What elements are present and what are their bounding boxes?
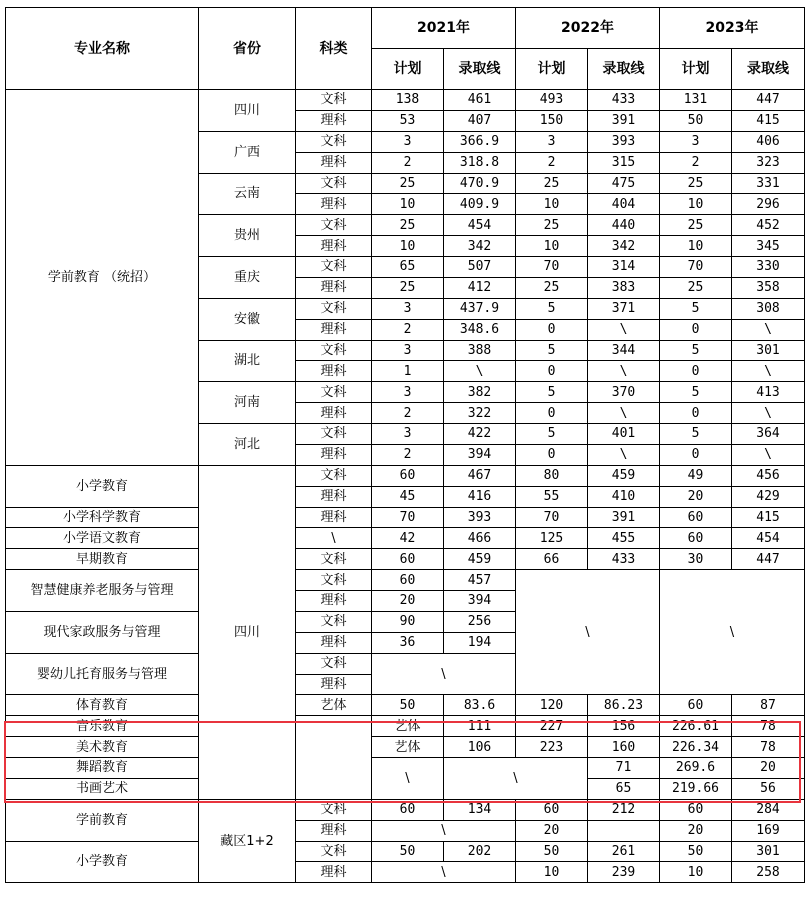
value-cell-slash: \ (660, 570, 805, 695)
value-cell: 429 (732, 486, 805, 507)
value-cell: 452 (732, 215, 805, 236)
value-cell-slash: \ (372, 862, 516, 883)
value-cell: 25 (660, 215, 732, 236)
value-cell: 394 (444, 444, 516, 465)
value-cell: 422 (444, 424, 516, 445)
category-cell: 文科 (296, 653, 372, 674)
value-cell: 50 (372, 841, 444, 862)
value-cell: 1 (372, 361, 444, 382)
value-cell: 5 (660, 340, 732, 361)
value-cell: 0 (660, 444, 732, 465)
value-cell: \ (588, 403, 660, 424)
value-cell: 131 (660, 90, 732, 111)
value-cell: 455 (588, 528, 660, 549)
value-cell: 25 (660, 173, 732, 194)
value-cell: 457 (444, 570, 516, 591)
category-cell: 理科 (296, 820, 372, 841)
value-cell: 30 (660, 549, 732, 570)
value-cell: 5 (516, 382, 588, 403)
value-cell: 370 (588, 382, 660, 403)
value-cell: 2 (372, 403, 444, 424)
value-cell: 25 (372, 277, 444, 298)
value-cell: 65 (588, 778, 660, 799)
value-cell: 42 (372, 528, 444, 549)
category-cell: 理科 (296, 236, 372, 257)
value-cell: 296 (732, 194, 805, 215)
value-cell: 342 (444, 236, 516, 257)
value-cell: 258 (732, 862, 805, 883)
value-cell: 25 (372, 215, 444, 236)
header-plan: 计划 (372, 49, 444, 90)
major-cell: 小学教育 (6, 841, 199, 883)
value-cell: 10 (372, 236, 444, 257)
category-cell: 艺体 (372, 737, 444, 758)
value-cell: 388 (444, 340, 516, 361)
province-cell: 广西 (199, 131, 296, 173)
value-cell: 3 (516, 131, 588, 152)
category-cell: 理科 (296, 277, 372, 298)
table-row (6, 799, 805, 820)
value-cell: 10 (516, 862, 588, 883)
value-cell: 194 (444, 632, 516, 653)
value-cell: 106 (444, 737, 516, 758)
value-cell: 65 (372, 257, 444, 278)
value-cell: 53 (372, 110, 444, 131)
province-cell: 四川 (199, 90, 296, 132)
value-cell: 345 (732, 236, 805, 257)
major-cell: 美术教育 (6, 737, 199, 758)
major-cell: 书画艺术 (6, 778, 199, 799)
value-cell: 138 (372, 90, 444, 111)
value-cell: 20 (516, 820, 588, 841)
value-cell: 437.9 (444, 298, 516, 319)
value-cell: 0 (660, 361, 732, 382)
value-cell: 454 (732, 528, 805, 549)
category-cell: 文科 (296, 298, 372, 319)
category-cell: 文科 (296, 215, 372, 236)
value-cell: 71 (588, 758, 660, 779)
value-cell: \ (444, 361, 516, 382)
value-cell: 2 (372, 444, 444, 465)
table-row (6, 716, 805, 737)
table-row (6, 507, 805, 528)
header-category: 科类 (296, 8, 372, 90)
value-cell: 470.9 (444, 173, 516, 194)
value-cell: 212 (588, 799, 660, 820)
value-cell: 331 (732, 173, 805, 194)
value-cell: 461 (444, 90, 516, 111)
category-cell: \ (296, 528, 372, 549)
table-row (6, 695, 805, 716)
value-cell: 36 (372, 632, 444, 653)
value-cell: 150 (516, 110, 588, 131)
value-cell: 0 (516, 444, 588, 465)
value-cell: 456 (732, 465, 805, 486)
value-cell: 5 (516, 298, 588, 319)
value-cell: 226.34 (660, 737, 732, 758)
value-cell: 433 (588, 549, 660, 570)
value-cell: 323 (732, 152, 805, 173)
value-cell: 60 (660, 507, 732, 528)
value-cell: 0 (660, 403, 732, 424)
value-cell: 60 (660, 695, 732, 716)
category-cell: 理科 (296, 361, 372, 382)
value-cell: 125 (516, 528, 588, 549)
value-cell: 314 (588, 257, 660, 278)
value-cell: 330 (732, 257, 805, 278)
value-cell: \ (588, 444, 660, 465)
value-cell: \ (588, 319, 660, 340)
value-cell: 440 (588, 215, 660, 236)
value-cell: \ (732, 403, 805, 424)
value-cell: 415 (732, 507, 805, 528)
major-cell: 体育教育 (6, 695, 199, 716)
value-cell: 344 (588, 340, 660, 361)
province-cell: 藏区1+2 (199, 799, 296, 883)
value-cell: 393 (444, 507, 516, 528)
value-cell: 475 (588, 173, 660, 194)
category-cell: 艺体 (372, 716, 444, 737)
value-cell-empty (588, 820, 660, 841)
category-cell: 文科 (296, 173, 372, 194)
value-cell: 415 (732, 110, 805, 131)
value-cell: 507 (444, 257, 516, 278)
value-cell: 60 (372, 549, 444, 570)
header-row-years (6, 8, 805, 49)
value-cell: \ (588, 361, 660, 382)
category-cell: 理科 (296, 862, 372, 883)
value-cell-slash: \ (372, 653, 516, 695)
category-cell: 理科 (296, 444, 372, 465)
value-cell: 5 (660, 298, 732, 319)
value-cell: 284 (732, 799, 805, 820)
value-cell: 406 (732, 131, 805, 152)
value-cell: 2 (372, 319, 444, 340)
value-cell: 70 (516, 507, 588, 528)
value-cell: 160 (588, 737, 660, 758)
table-row (6, 758, 805, 779)
value-cell: 226.61 (660, 716, 732, 737)
header-plan: 计划 (660, 49, 732, 90)
value-cell: 0 (516, 361, 588, 382)
major-cell: 智慧健康养老服务与管理 (6, 570, 199, 612)
value-cell: 70 (372, 507, 444, 528)
value-cell: 60 (372, 465, 444, 486)
value-cell: 0 (660, 319, 732, 340)
value-cell: 10 (660, 236, 732, 257)
value-cell: 366.9 (444, 131, 516, 152)
value-cell: 50 (660, 110, 732, 131)
value-cell: 261 (588, 841, 660, 862)
value-cell: 5 (660, 424, 732, 445)
value-cell: 156 (588, 716, 660, 737)
major-cell: 学前教育 （统招） (6, 90, 199, 466)
value-cell: 364 (732, 424, 805, 445)
major-cell: 婴幼儿托育服务与管理 (6, 653, 199, 695)
value-cell: 3 (372, 298, 444, 319)
value-cell: 358 (732, 277, 805, 298)
value-cell: 83.6 (444, 695, 516, 716)
value-cell: 3 (660, 131, 732, 152)
value-cell: 454 (444, 215, 516, 236)
value-cell: 467 (444, 465, 516, 486)
category-cell: 理科 (296, 632, 372, 653)
value-cell: 433 (588, 90, 660, 111)
major-cell: 早期教育 (6, 549, 199, 570)
value-cell: 60 (372, 799, 444, 820)
value-cell: 55 (516, 486, 588, 507)
value-cell: 10 (660, 194, 732, 215)
header-plan: 计划 (516, 49, 588, 90)
value-cell: 308 (732, 298, 805, 319)
value-cell: 50 (660, 841, 732, 862)
province-cell: 云南 (199, 173, 296, 215)
category-cell: 理科 (296, 403, 372, 424)
value-cell: 25 (372, 173, 444, 194)
header-year: 2022年 (516, 8, 660, 49)
category-cell: 文科 (296, 340, 372, 361)
value-cell: 493 (516, 90, 588, 111)
value-cell: 0 (516, 403, 588, 424)
header-year: 2023年 (660, 8, 805, 49)
value-cell: 10 (660, 862, 732, 883)
value-cell: 5 (660, 382, 732, 403)
value-cell: 56 (732, 778, 805, 799)
category-cell: 理科 (296, 110, 372, 131)
value-cell: 2 (660, 152, 732, 173)
value-cell: 80 (516, 465, 588, 486)
value-cell: 409.9 (444, 194, 516, 215)
value-cell: 318.8 (444, 152, 516, 173)
header-score: 录取线 (588, 49, 660, 90)
table-row (6, 570, 805, 591)
province-cell: 安徽 (199, 298, 296, 340)
value-cell: 393 (588, 131, 660, 152)
category-cell: 文科 (296, 570, 372, 591)
value-cell: 2 (372, 152, 444, 173)
province-cell: 四川 (199, 465, 296, 799)
value-cell: 3 (372, 131, 444, 152)
category-cell: 文科 (296, 549, 372, 570)
value-cell: 0 (516, 319, 588, 340)
value-cell: 111 (444, 716, 516, 737)
value-cell: 20 (660, 486, 732, 507)
category-cell: 文科 (296, 131, 372, 152)
major-cell: 小学语文教育 (6, 528, 199, 549)
value-cell: 70 (660, 257, 732, 278)
province-cell: 河北 (199, 424, 296, 466)
value-cell: 401 (588, 424, 660, 445)
value-cell: 5 (516, 424, 588, 445)
value-cell: 394 (444, 591, 516, 612)
value-cell: 78 (732, 716, 805, 737)
value-cell: 391 (588, 110, 660, 131)
value-cell: 342 (588, 236, 660, 257)
value-cell: 25 (516, 215, 588, 236)
value-cell: 239 (588, 862, 660, 883)
value-cell: 459 (588, 465, 660, 486)
province-cell: 湖北 (199, 340, 296, 382)
value-cell: 2 (516, 152, 588, 173)
category-cell: 理科 (296, 152, 372, 173)
value-cell: 322 (444, 403, 516, 424)
value-cell: 315 (588, 152, 660, 173)
value-cell: 223 (516, 737, 588, 758)
value-cell: 25 (516, 277, 588, 298)
value-cell-slash: \ (372, 820, 516, 841)
value-cell: 371 (588, 298, 660, 319)
header-major: 专业名称 (6, 8, 199, 90)
header-year: 2021年 (372, 8, 516, 49)
header-score: 录取线 (732, 49, 805, 90)
header-province: 省份 (199, 8, 296, 90)
value-cell: 447 (732, 549, 805, 570)
value-cell: 70 (516, 257, 588, 278)
header-score: 录取线 (444, 49, 516, 90)
province-cell: 贵州 (199, 215, 296, 257)
value-cell: 10 (372, 194, 444, 215)
value-cell: 410 (588, 486, 660, 507)
category-cell: 文科 (296, 465, 372, 486)
value-cell: \ (732, 444, 805, 465)
value-cell-slash: \ (444, 758, 588, 800)
value-cell-slash: \ (516, 570, 660, 695)
value-cell: \ (732, 319, 805, 340)
table-row (6, 90, 805, 111)
value-cell: 60 (660, 799, 732, 820)
value-cell: 78 (732, 737, 805, 758)
category-cell: 理科 (296, 507, 372, 528)
category-cell: 文科 (296, 257, 372, 278)
category-cell: 理科 (296, 194, 372, 215)
table-row (6, 841, 805, 862)
value-cell: \ (732, 361, 805, 382)
category-cell: 文科 (296, 841, 372, 862)
value-cell: 50 (372, 695, 444, 716)
category-cell: \ (372, 758, 444, 800)
province-cell-empty (296, 716, 372, 800)
table-row (6, 465, 805, 486)
value-cell: 10 (516, 194, 588, 215)
value-cell: 301 (732, 841, 805, 862)
value-cell: 60 (516, 799, 588, 820)
major-cell: 舞蹈教育 (6, 758, 199, 779)
value-cell: 49 (660, 465, 732, 486)
value-cell: 382 (444, 382, 516, 403)
province-cell: 河南 (199, 382, 296, 424)
major-cell: 小学教育 (6, 465, 199, 507)
value-cell: 227 (516, 716, 588, 737)
value-cell: 348.6 (444, 319, 516, 340)
value-cell: 87 (732, 695, 805, 716)
value-cell: 404 (588, 194, 660, 215)
value-cell: 50 (516, 841, 588, 862)
value-cell: 5 (516, 340, 588, 361)
value-cell: 447 (732, 90, 805, 111)
category-cell: 理科 (296, 591, 372, 612)
category-cell: 文科 (296, 424, 372, 445)
category-cell: 理科 (296, 319, 372, 340)
value-cell: 20 (732, 758, 805, 779)
province-cell: 重庆 (199, 257, 296, 299)
value-cell: 269.6 (660, 758, 732, 779)
category-cell: 理科 (296, 674, 372, 695)
category-cell: 文科 (296, 382, 372, 403)
value-cell: 66 (516, 549, 588, 570)
major-cell: 现代家政服务与管理 (6, 611, 199, 653)
value-cell: 134 (444, 799, 516, 820)
value-cell: 60 (372, 570, 444, 591)
category-cell: 理科 (296, 486, 372, 507)
value-cell: 90 (372, 611, 444, 632)
value-cell: 10 (516, 236, 588, 257)
value-cell: 407 (444, 110, 516, 131)
category-cell: 文科 (296, 90, 372, 111)
category-cell: 文科 (296, 799, 372, 820)
value-cell: 120 (516, 695, 588, 716)
value-cell: 301 (732, 340, 805, 361)
major-cell: 小学科学教育 (6, 507, 199, 528)
major-cell: 学前教育 (6, 799, 199, 841)
major-cell: 音乐教育 (6, 716, 199, 737)
value-cell: 413 (732, 382, 805, 403)
category-cell: 艺体 (296, 695, 372, 716)
value-cell: 466 (444, 528, 516, 549)
value-cell: 391 (588, 507, 660, 528)
value-cell: 45 (372, 486, 444, 507)
table-row (6, 549, 805, 570)
value-cell: 3 (372, 382, 444, 403)
table-row (6, 528, 805, 549)
value-cell: 169 (732, 820, 805, 841)
value-cell: 25 (516, 173, 588, 194)
value-cell: 86.23 (588, 695, 660, 716)
table-row (6, 737, 805, 758)
value-cell: 416 (444, 486, 516, 507)
value-cell: 3 (372, 340, 444, 361)
value-cell: 60 (660, 528, 732, 549)
value-cell: 20 (372, 591, 444, 612)
category-cell: 文科 (296, 611, 372, 632)
value-cell: 256 (444, 611, 516, 632)
value-cell: 25 (660, 277, 732, 298)
value-cell: 412 (444, 277, 516, 298)
value-cell: 20 (660, 820, 732, 841)
value-cell: 3 (372, 424, 444, 445)
value-cell: 459 (444, 549, 516, 570)
value-cell: 219.66 (660, 778, 732, 799)
value-cell: 202 (444, 841, 516, 862)
value-cell: 383 (588, 277, 660, 298)
admission-table (5, 7, 805, 883)
